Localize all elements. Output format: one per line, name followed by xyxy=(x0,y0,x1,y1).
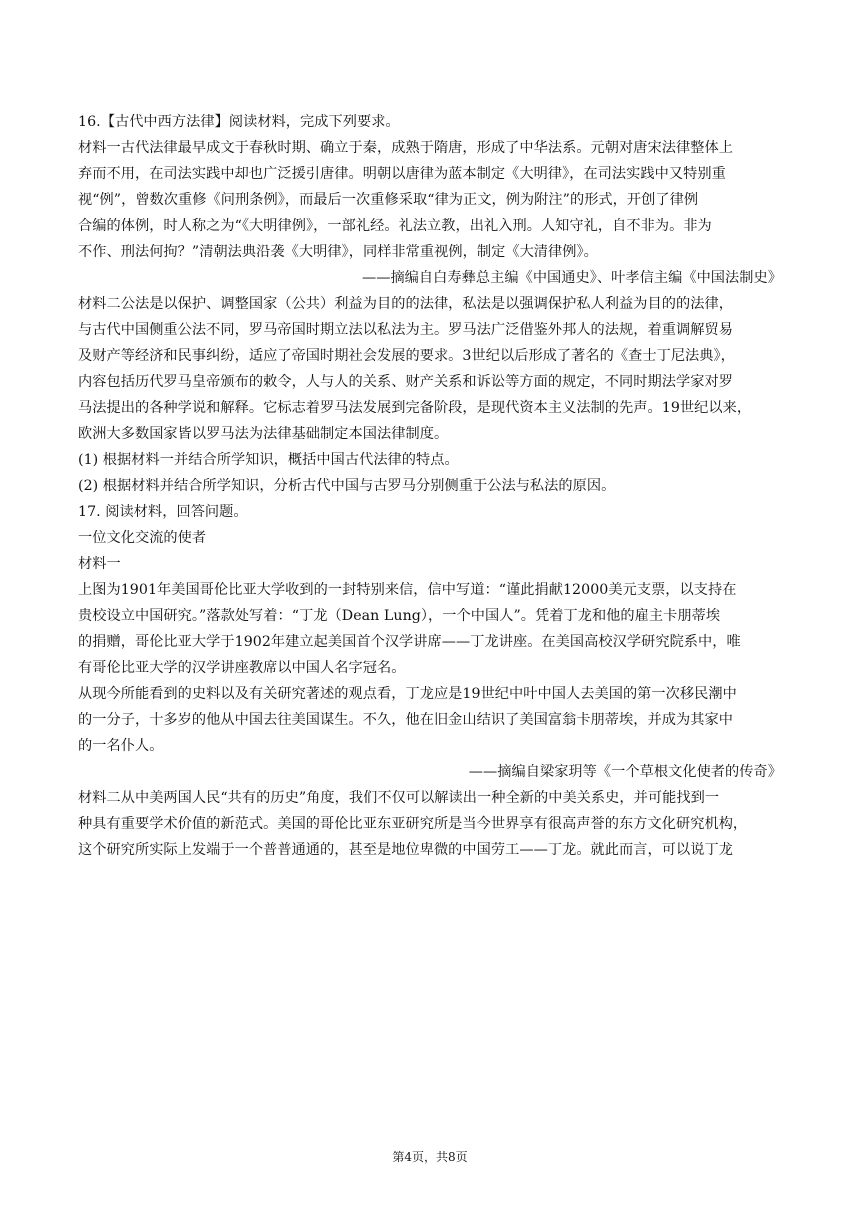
material-one-text: 不作、刑法何拘？”清朝法典沿袭《大明律》，同样非常重视例，制定《大清律例》。 xyxy=(78,244,598,260)
material-two-text: 欧洲大多数国家皆以罗马法为法律基础制定本国法律制度。 xyxy=(78,426,449,442)
material-text: 上图为1901年美国哥伦比亚大学收到的一封特别来信，信中写道：“谨此捐献12000美元支票，以支持在 xyxy=(78,582,737,598)
material-one-text: 视“例”，曾数次重修《问刑条例》，而最后一次重修采取“律为正文，例为附注”的形式，开创了律例 xyxy=(78,192,699,208)
material-two-text: 及财产等经济和民事纠纷，适应了帝国时期社会发展的要求。3世纪以后形成了著名的《查士丁尼法典》， xyxy=(78,348,735,364)
material-one-text: 材料一古代法律最早成文于春秋时期、确立于秦，成熟于隋唐，形成了中华法系。元朝对唐宋法律整体上 xyxy=(78,140,733,156)
source-citation: ——摘编自白寿彝总主编《中国通史》、叶孝信主编《中国法制史》 xyxy=(361,270,782,286)
material-two-text: 内容包括历代罗马皇帝颁布的敕令，人与人的关系、财产关系和诉讼等方面的规定，不同时期法学家对罗 xyxy=(78,374,733,390)
material-text: 有哥伦比亚大学的汉学讲座教席以中国人名字冠名。 xyxy=(78,660,406,676)
material-text: 贵校设立中国研究。”落款处写着：“丁龙（Dean Lung），一个中国人”。凭着丁龙和他的雇主卡朋蒂埃 xyxy=(78,608,721,624)
material-text: 种具有重要学术价值的新范式。美国的哥伦比亚东亚研究所是当今世界享有很高声誉的东方文化研究机构， xyxy=(78,816,748,832)
page-number: 第4页，共8页 xyxy=(392,1150,468,1164)
material-text: 材料二从中美两国人民“共有的历史”角度，我们不仅可以解读出一种全新的中美关系史，并可能找到一 xyxy=(78,790,720,806)
question-17-heading: 17. 阅读材料，回答问题。 xyxy=(78,504,248,520)
material-one-text: 弃而不用，在司法实践中却也广泛援引唐律。明朝以唐律为蓝本制定《大明律》，在司法实践中又特别重 xyxy=(78,166,726,182)
material-two-text: 马法提出的各种学说和解释。它标志着罗马法发展到完备阶段，是现代资本主义法制的先声。19世纪以来， xyxy=(78,400,752,416)
source-citation: ——摘编自梁家玥等《一个草根文化使者的传奇》 xyxy=(468,764,782,780)
material-text: 从现今所能看到的史料以及有关研究著述的观点看，丁龙应是19世纪中叶中国人去美国的第一次移民潮中 xyxy=(78,686,737,702)
question-16-heading: 16.【古代中西方法律】阅读材料，完成下列要求。 xyxy=(78,114,400,130)
material-one-text: 合编的体例，时人称之为“《大明律例》，一部礼经。礼法立教，出礼入刑。人知守礼，自不非为。非为 xyxy=(78,218,712,234)
material-text: 的捐赠，哥伦比亚大学于1902年建立起美国首个汉学讲席——丁龙讲座。在美国高校汉学研究院系中，唯 xyxy=(78,634,741,650)
material-text: 的一名仆人。 xyxy=(78,738,164,754)
material-text: 的一分子，十多岁的他从中国去往美国谋生。不久，他在旧金山结识了美国富翁卡朋蒂埃，并成为其家中 xyxy=(78,712,733,728)
sub-question-2: (2) 根据材料并结合所学知识，分析古代中国与古罗马分别侧重于公法与私法的原因。 xyxy=(78,478,616,494)
material-label: 材料一 xyxy=(78,556,121,572)
material-text: 这个研究所实际上发端于一个普普通通的，甚至是地位卑微的中国劳工——丁龙。就此而言，可以说丁龙 xyxy=(78,842,733,858)
page-body xyxy=(78,109,782,863)
section-title: 一位文化交流的使者 xyxy=(78,530,207,546)
sub-question-1: (1) 根据材料一并结合所学知识，概括中国古代法律的特点。 xyxy=(78,452,459,468)
material-two-text: 与古代中国侧重公法不同，罗马帝国时期立法以私法为主。罗马法广泛借鉴外邦人的法规，着重调解贸易 xyxy=(78,322,733,338)
material-two-text: 材料二公法是以保护、调整国家（公共）利益为目的的法律，私法是以强调保护私人利益为目的的法律， xyxy=(78,296,733,312)
